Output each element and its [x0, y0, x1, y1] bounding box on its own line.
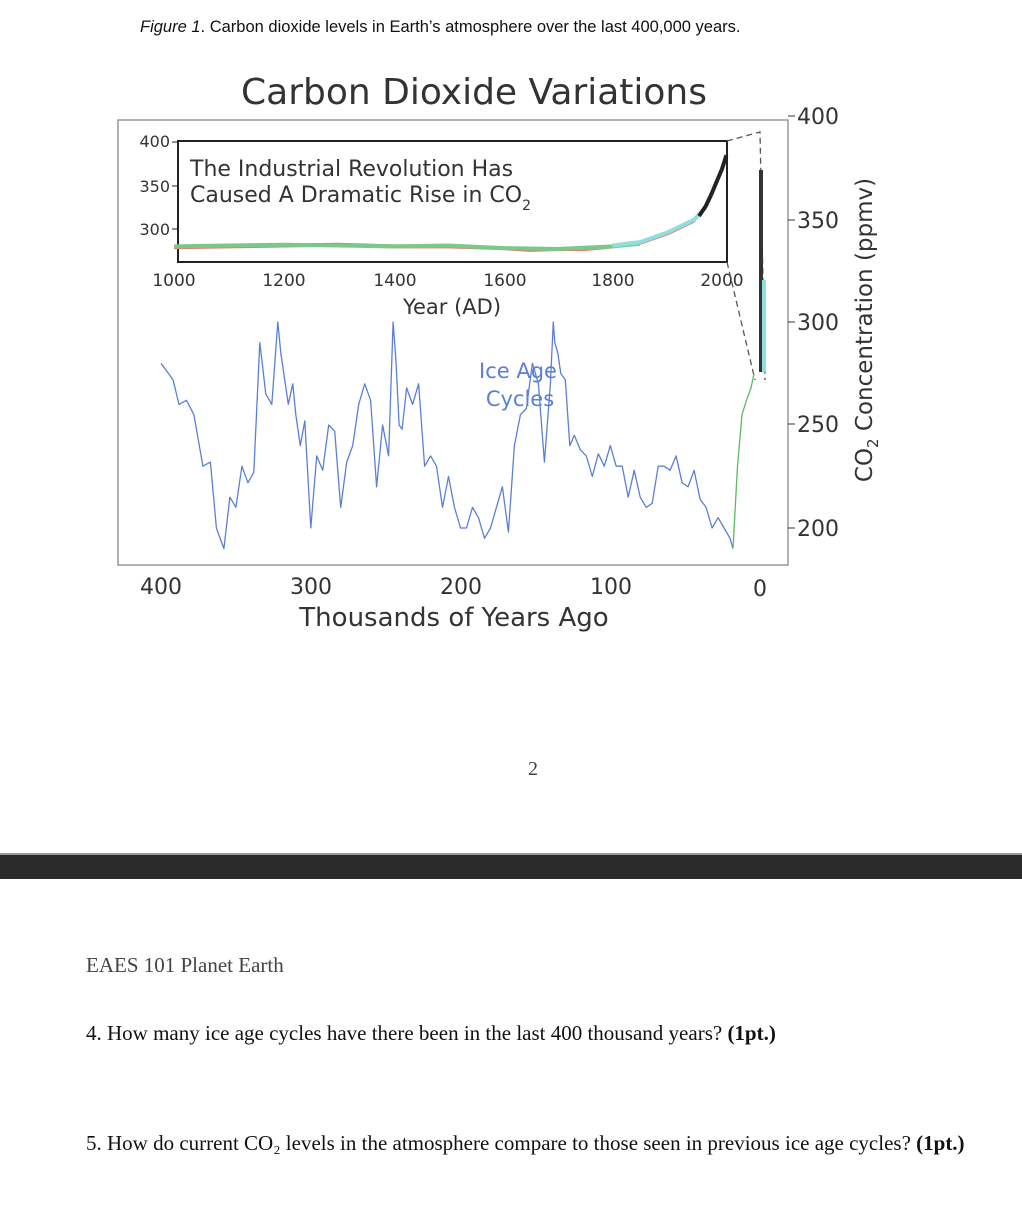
question-5	[86, 1130, 966, 1157]
main-x-tick: 400	[140, 575, 182, 600]
main-y-label: $CO_2$ Concentration (ppmv)	[852, 177, 882, 483]
question-4-text: 4. How many ice age cycles have there been in the last 400 thousand years?	[86, 1021, 728, 1045]
page-number: 2	[528, 758, 538, 780]
main-y-axis	[788, 105, 839, 542]
main-y-tick: 400	[797, 105, 839, 130]
series-line-ice-core-co2	[161, 322, 733, 549]
course-header: EAES 101 Planet Earth	[86, 953, 284, 977]
inset-title-line1: The Industrial Revolution Has	[190, 157, 514, 182]
inset-x-tick: 1800	[591, 271, 635, 291]
series-line-recent-rise	[733, 374, 754, 549]
main-y-tick: 200	[797, 517, 839, 542]
question-4-points: (1pt.)	[727, 1021, 776, 1045]
figure-caption-label: Figure 1	[140, 18, 201, 36]
main-x-tick: 300	[290, 575, 332, 600]
inset-y-tick: 350	[139, 177, 170, 196]
figure-caption-text: . Carbon dioxide levels in Earth’s atmosphere over the last 400,000 years.	[200, 18, 741, 36]
inset-y-tick: 300	[139, 220, 170, 239]
inset-title-line2: Caused A Dramatic Rise in $CO_2$	[190, 183, 532, 214]
inset-x-tick: 1400	[373, 271, 417, 291]
question-5-points: (1pt.)	[916, 1131, 965, 1155]
inset-x-tick: 2000	[700, 271, 744, 291]
ice-age-annotation-line1: Ice Age	[479, 359, 557, 383]
main-x-tick: 200	[440, 575, 482, 600]
inset-x-tick: 1600	[483, 271, 527, 291]
question-5-text: 5. How do current CO₂ levels in the atmosphere compare to those seen in previous ice age cycles?	[86, 1131, 917, 1155]
main-y-tick: 250	[797, 413, 839, 438]
main-y-tick: 300	[797, 311, 839, 336]
main-y-tick: 350	[797, 209, 839, 234]
main-series-group	[161, 322, 754, 549]
inset-x-tick: 1000	[152, 271, 196, 291]
ice-age-annotation-line2: Cycles	[485, 387, 555, 411]
page-divider	[0, 853, 1022, 879]
inset-x-label: Year (AD)	[402, 295, 502, 319]
main-x-tick: 0	[753, 577, 767, 602]
main-x-tick: 100	[590, 575, 632, 600]
chart-title: Carbon Dioxide Variations	[241, 72, 707, 113]
inset-x-tick: 1200	[262, 271, 306, 291]
inset-y-tick: 400	[139, 132, 170, 151]
inset-y-axis	[139, 132, 178, 239]
main-x-label: Thousands of Years Ago	[299, 603, 609, 633]
main-x-axis	[140, 575, 767, 602]
inset-x-axis	[152, 271, 743, 291]
question-4	[86, 1020, 966, 1047]
